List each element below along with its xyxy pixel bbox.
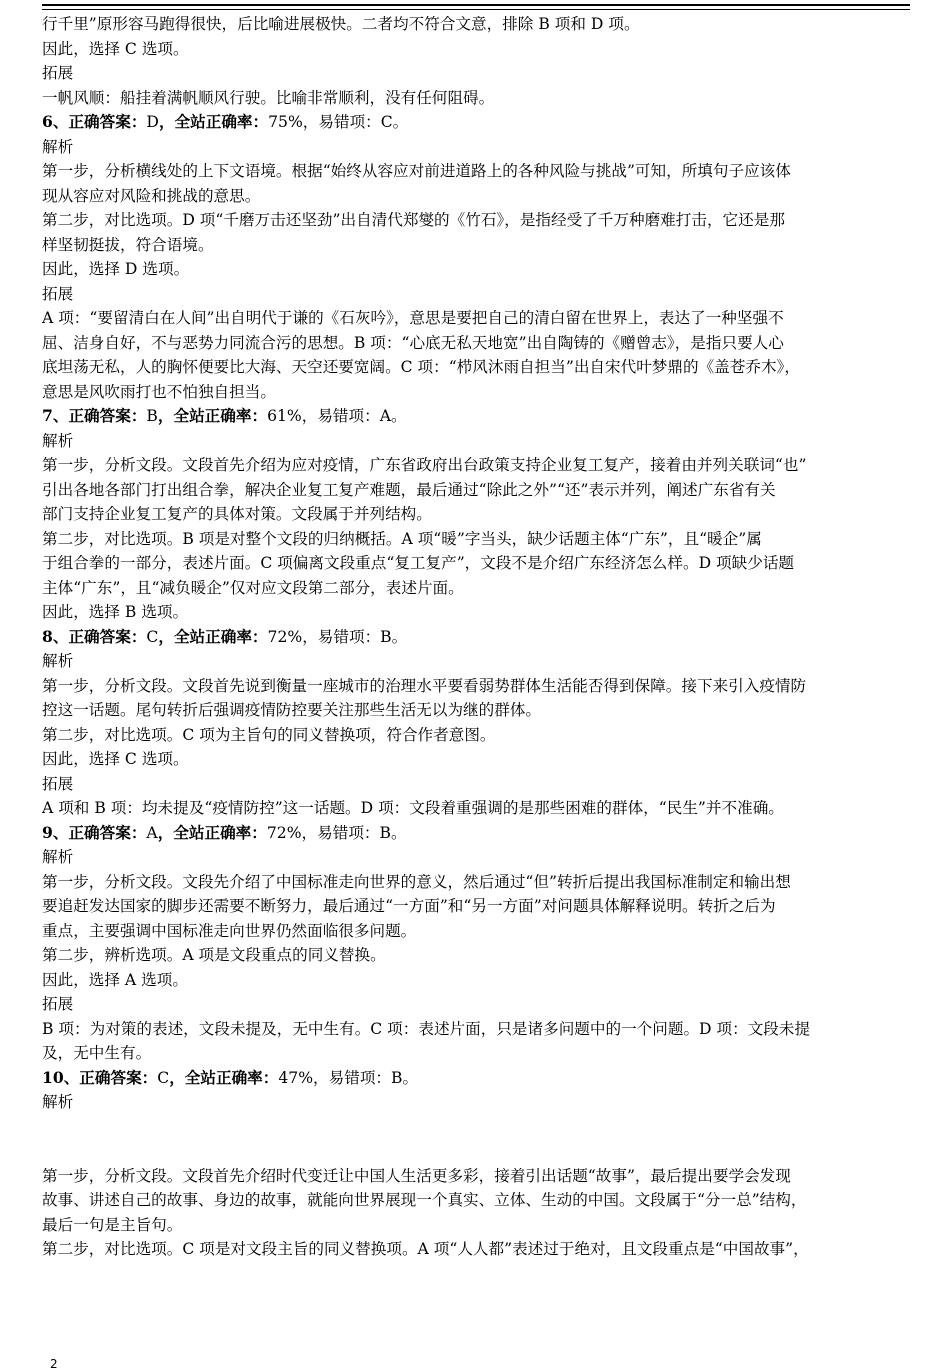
text-line: 第一步，分析文段。文段首先介绍时代变迁让中国人生活更多彩，接着引出话题“故事”，最后提出要学会发现 — [42, 1166, 791, 1185]
section-label-analysis: 解析 — [42, 431, 74, 450]
text-line: B 项：为对策的表述，文段未提及，无中生有。C 项：表述片面，只是诸多问题中的一个问题。D 项：文段未提 — [42, 1019, 811, 1038]
conclusion-line: 因此，选择 A 选项。 — [42, 970, 188, 989]
question-number: 7、正确答案： — [42, 406, 147, 425]
question-number: 9、正确答案： — [42, 822, 147, 842]
correct-answer: B — [146, 407, 158, 425]
accuracy-label: ，全站正确率： — [169, 1067, 279, 1087]
header-rule — [42, 4, 910, 6]
answer-heading-q9 — [42, 821, 910, 846]
text-line: 控这一话题。尾句转折后强调疫情防控要关注那些生活无以为继的群体。 — [42, 701, 542, 719]
text-line: 行千里”原形容马跑得很快，后比喻进展极快。二者均不符合文意，排除 B 项和 D 项。 — [42, 15, 640, 33]
document-page — [42, 12, 910, 1262]
section-label-extension: 拓展 — [42, 995, 74, 1013]
conclusion-line: 因此，选择 D 选项。 — [42, 260, 190, 278]
accuracy-rate: 61% — [267, 407, 302, 425]
section-label-extension: 拓展 — [42, 64, 74, 82]
answer-heading-q7 — [42, 404, 910, 429]
accuracy-label: ，全站正确率： — [158, 112, 269, 131]
question-number: 6、正确答案： — [42, 112, 147, 131]
conclusion-line: 因此，选择 C 选项。 — [42, 39, 189, 58]
text-line: 第二步，对比选项。C 项为主旨句的同义替换项，符合作者意图。 — [42, 725, 496, 744]
question-number: 8、正确答案： — [42, 626, 147, 646]
text-line: 第二步，对比选项。B 项是对整个文段的归纳概括。A 项“暖”字当头，缺少话题主体“广东”，且“暖企”属 — [42, 529, 762, 548]
common-error: ，易错项：A。 — [301, 407, 407, 425]
text-line: 现从容应对风险和挑战的意思。 — [42, 186, 261, 205]
text-line: 第二步，对比选项。C 项是对文段主旨的同义替换项。A 项“人人都”表述过于绝对，且文段重点是“中国故事”， — [42, 1240, 809, 1258]
section-label-extension: 拓展 — [42, 774, 74, 793]
common-error: ，易错项：B。 — [313, 1068, 419, 1087]
accuracy-rate: 72% — [267, 627, 303, 646]
section-label-analysis: 解析 — [42, 137, 74, 156]
text-line: 重点，主要强调中国标准走向世界仍然面临很多问题。 — [42, 921, 417, 940]
common-error: ，易错项：C。 — [302, 113, 409, 131]
accuracy-label: ，全站正确率： — [157, 406, 268, 425]
section-label-extension: 拓展 — [42, 284, 74, 303]
accuracy-label: ，全站正确率： — [157, 822, 267, 842]
accuracy-rate: 72% — [266, 823, 302, 842]
correct-answer: A — [146, 823, 158, 842]
correct-answer: D — [146, 113, 159, 131]
text-line: 第二步，对比选项。D 项“千磨万击还坚劲”出自清代郑燮的《竹石》，是指经受了千万种磨难打击，它还是那 — [42, 211, 785, 229]
text-line: 主体“广东”，且“减负暖企”仅对应文段第二部分，表述片面。 — [42, 578, 464, 597]
text-line: 第一步，分析文段。文段先介绍了中国标准走向世界的意义，然后通过“但”转折后提出我国标准制定和输出想 — [42, 872, 791, 891]
section-label-analysis: 解析 — [42, 1093, 74, 1111]
text-line: A 项和 B 项：均未提及“疫情防控”这一话题。D 项：文段着重强调的是那些困难的群体，“民生”并不准确。 — [42, 799, 784, 817]
text-line: 第二步，辨析选项。A 项是文段重点的同义替换。 — [42, 946, 386, 964]
header-rule-thin — [42, 9, 910, 10]
common-error: ，易错项：B。 — [302, 627, 408, 646]
answer-heading-q6 — [42, 110, 910, 135]
correct-answer: C — [157, 1068, 170, 1087]
common-error: ，易错项：B。 — [301, 823, 407, 842]
text-line: 要追赶发达国家的脚步还需要不断努力，最后通过“一方面”和“另一方面”对问题具体解释说明。转折之后为 — [42, 897, 776, 915]
text-line: 部门支持企业复工复产的具体对策。文段属于并列结构。 — [42, 505, 432, 523]
accuracy-label: ，全站正确率： — [158, 626, 268, 646]
question-number: 10、正确答案： — [42, 1067, 158, 1087]
accuracy-rate: 75% — [268, 113, 303, 131]
text-line: 于组合拳的一部分，表述片面。C 项偏离文段重点“复工复产”，文段不是介绍广东经济怎么样。D 项缺少话题 — [42, 554, 795, 572]
answer-heading-q10 — [42, 1066, 910, 1091]
accuracy-rate: 47% — [278, 1068, 314, 1087]
text-line: 底坦荡无私，人的胸怀便要比大海、天空还要宽阔。C 项：“栉风沐雨自担当”出自宋代叶梦鼎的《盖苍乔木》， — [42, 358, 800, 376]
correct-answer: C — [146, 627, 159, 646]
text-line: A 项：“要留清白在人间”出自明代于谦的《石灰吟》，意思是要把自己的清白留在世界上，表达了一种坚强不 — [42, 309, 784, 327]
text-line: 一帆风顺：船挂着满帆顺风行驶。比喻非常顺利，没有任何阻碍。 — [42, 88, 495, 107]
text-line: 及，无中生有。 — [42, 1044, 152, 1062]
text-line: 第一步，分析文段。文段首先说到衡量一座城市的治理水平要看弱势群体生活能否得到保障。接下来引入疫情防 — [42, 676, 807, 695]
answer-heading-q8 — [42, 625, 910, 650]
section-label-analysis: 解析 — [42, 848, 74, 866]
page-number: 2 — [50, 1357, 58, 1371]
blank-space — [42, 1115, 910, 1164]
text-line: 第一步，分析横线处的上下文语境。根据“始终从容应对前进道路上的各种风险与挑战”可知，所填句子应该体 — [42, 162, 791, 180]
text-line: 引出各地各部门打出组合拳，解决企业复工复产难题，最后通过“除此之外”“还”表示并列，阐述广东省有关 — [42, 480, 776, 499]
text-line: 第一步，分析文段。文段首先介绍为应对疫情，广东省政府出台政策支持企业复工复产，接着由并列关联词“也” — [42, 456, 807, 474]
conclusion-line: 因此，选择 B 选项。 — [42, 603, 189, 621]
text-line: 最后一句是主旨句。 — [42, 1215, 183, 1234]
text-line: 意思是风吹雨打也不怕独自担当。 — [42, 382, 276, 401]
text-line: 样坚韧挺拔，符合语境。 — [42, 235, 214, 254]
text-line: 屈、洁身自好，不与恶势力同流合污的思想。B 项：“心底无私天地宽”出自陶铸的《赠曾志》，是指只要人心 — [42, 333, 784, 352]
conclusion-line: 因此，选择 C 选项。 — [42, 750, 189, 768]
section-label-analysis: 解析 — [42, 652, 74, 670]
text-line: 故事、讲述自己的故事、身边的故事，就能向世界展现一个真实、立体、生动的中国。文段属于“分一总”结构， — [42, 1191, 807, 1209]
